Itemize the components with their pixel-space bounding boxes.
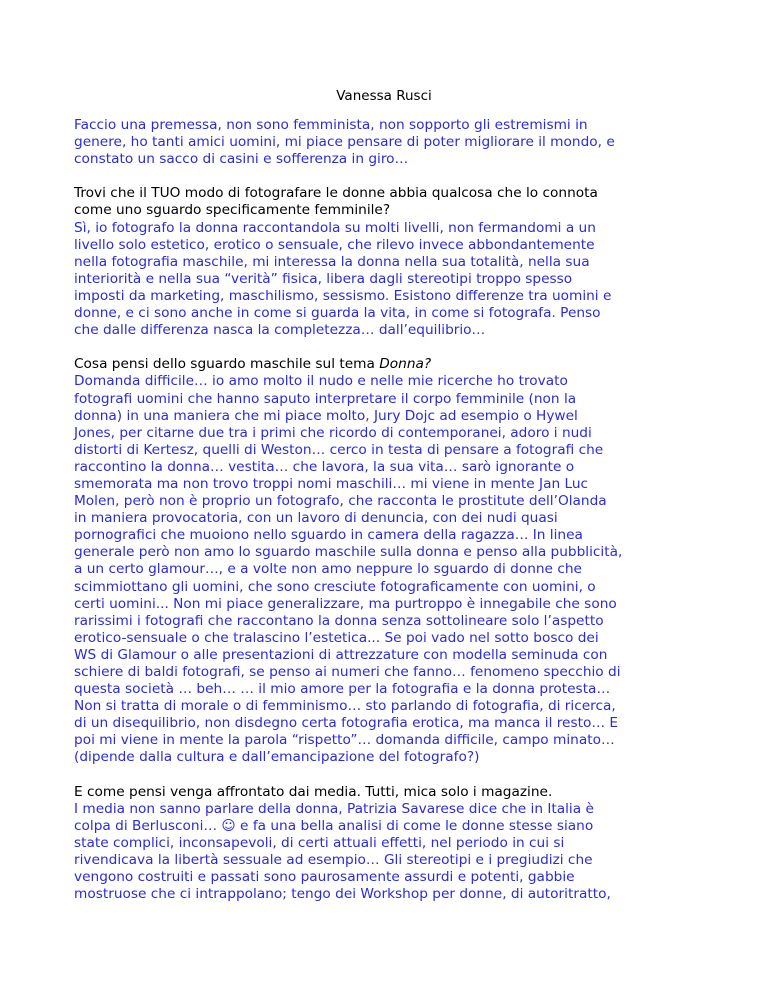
author-name: Vanessa Rusci bbox=[336, 88, 432, 104]
text-line: interiorità e nella sua “verità” fisica, libera dagli stereotipi troppo spesso bbox=[74, 270, 573, 287]
question-1 bbox=[74, 185, 714, 219]
text-line bbox=[74, 356, 714, 373]
text-line: di un disequilibrio, non disdegno certa fotografia erotica, ma manca il resto… E bbox=[74, 715, 619, 732]
answer-3 bbox=[74, 801, 714, 904]
text-line: constato un sacco di casini e sofferenza in giro… bbox=[74, 151, 409, 168]
answer-1 bbox=[74, 220, 714, 340]
text-line: raccontino la donna… vestita… che lavora, la sua vita… sarò ignorante o bbox=[74, 458, 575, 475]
text-line: pornografici che muoiono nello sguardo in camera della ragazza… In linea bbox=[74, 527, 583, 544]
text-line: Jones, per citarne due tra i primi che ricordo di contemporanei, adoro i nudi bbox=[74, 424, 592, 441]
text-line: Domanda difficile… io amo molto il nudo e nelle mie ricerche ho trovato bbox=[74, 373, 568, 390]
text-line: fotografi uomini che hanno saputo interpretare il corpo femminile (non la bbox=[74, 390, 577, 407]
text-line: I media non sanno parlare della donna, Patrizia Savarese dice che in Italia è bbox=[74, 800, 594, 817]
text-line: generale però non amo lo sguardo maschile sulla donna e penso alla pubblicità, bbox=[74, 544, 623, 561]
text-line: Faccio una premessa, non sono femminista, non sopporto gli estremismi in bbox=[74, 117, 588, 133]
text-line: state complici, inconsapevoli, di certi attuali effetti, nel periodo in cui si bbox=[74, 834, 565, 851]
text-line: Trovi che il TUO modo di fotografare le donne abbia qualcosa che lo connota bbox=[74, 185, 598, 202]
text-line: rivendicava la libertà sessuale ad esempio… Gli stereotipi e i pregiudizi che bbox=[74, 852, 593, 869]
text-line: livello solo estetico, erotico o sensuale, che rilevo invece abbondantemente bbox=[74, 236, 595, 253]
text-line: che dalle differenza nasca la completezza… dall’equilibrio… bbox=[74, 322, 486, 339]
text-line: (dipende dalla cultura e dall’emancipazione del fotografo?) bbox=[74, 749, 480, 766]
qa-block-3 bbox=[74, 784, 714, 904]
text-line: mostruose che ci intrappolano; tengo dei Workshop per donne, di autoritratto, bbox=[74, 886, 611, 903]
text-line: schiere di baldi fotografi, se penso ai numeri che fanno… fenomeno specchio di bbox=[74, 664, 621, 680]
text-line: scimmiottano gli uomini, che sono cresciute fotograficamente con uomini, o bbox=[74, 578, 596, 595]
text-line: donne, e ci sono anche in come si guarda la vita, in come si fotografa. Penso bbox=[74, 305, 601, 322]
text-line: Sì, io fotografo la donna raccontandola su molti livelli, non fermandomi a un bbox=[74, 219, 596, 236]
question-3 bbox=[74, 784, 714, 801]
question-2 bbox=[74, 356, 714, 373]
qa-block-2 bbox=[74, 356, 714, 766]
text-line: vengono costruiti e passati sono paurosamente assurdi e potenti, gabbie bbox=[74, 869, 575, 886]
text-line: questa società … beh… … il mio amore per la fotografia e la donna protesta… bbox=[74, 681, 611, 698]
text-line: in maniera provocatoria, con un lavoro di denuncia, con dei nudi quasi bbox=[74, 510, 558, 527]
text-line: come uno sguardo specificamente femminile? bbox=[74, 202, 391, 219]
text-line: distorti di Kertesz, quelli di Weston… cerco in testa di pensare a fotografi che bbox=[74, 441, 604, 458]
text-line: erotico-sensuale o che tralascino l’estetica... Se poi vado nel sotto bosco dei bbox=[74, 629, 599, 646]
text-line: poi mi viene in mente la parola “rispetto”… domanda difficile, campo minato… bbox=[74, 732, 615, 749]
text-line: smemorata ma non trovo troppi nomi maschili… mi viene in mente Jan Luc bbox=[74, 475, 589, 492]
qa-block-1 bbox=[74, 185, 714, 339]
text-line: imposti da marketing, maschilismo, sessismo. Esistono differenze tra uomini e bbox=[74, 287, 612, 304]
text-line: rarissimi i fotografi che raccontano la donna senza sottolineare solo l’aspetto bbox=[74, 612, 604, 629]
text-line: a un certo glamour…, e a volte non amo neppure lo sguardo di donne che bbox=[74, 561, 582, 578]
text-line: Molen, però non è proprio un fotografo, che racconta le prostitute dell’Olanda bbox=[74, 493, 607, 510]
question-2-text: Cosa pensi dello sguardo maschile sul tema bbox=[74, 356, 380, 373]
intro-paragraph bbox=[74, 117, 714, 168]
text-line: Non si tratta di morale o di femminismo… sto parlando di fotografia, di ricerca, bbox=[74, 698, 616, 715]
text-line: E come pensi venga affrontato dai media. Tutti, mica solo i magazine. bbox=[74, 783, 553, 800]
text-line: donna) in una maniera che mi piace molto, Jury Dojc ad esempio o Hywel bbox=[74, 407, 578, 424]
question-2-emphasis: Donna? bbox=[379, 356, 432, 373]
text-line: certi uomini... Non mi piace generalizzare, ma purtroppo è innegabile che sono bbox=[74, 595, 617, 612]
document-body bbox=[74, 117, 714, 920]
text-line: colpa di Berlusconi… ☺ e fa una bella analisi di come le donne stesse siano bbox=[74, 817, 594, 834]
text-line: nella fotografia maschile, mi interessa la donna nella sua totalità, nella sua bbox=[74, 253, 590, 270]
text-line: genere, ho tanti amici uomini, mi piace pensare di poter migliorare il mondo, e bbox=[74, 134, 615, 151]
text-line: WS di Glamour o alle presentazioni di attrezzature con modella seminuda con bbox=[74, 646, 608, 663]
answer-2 bbox=[74, 373, 714, 766]
